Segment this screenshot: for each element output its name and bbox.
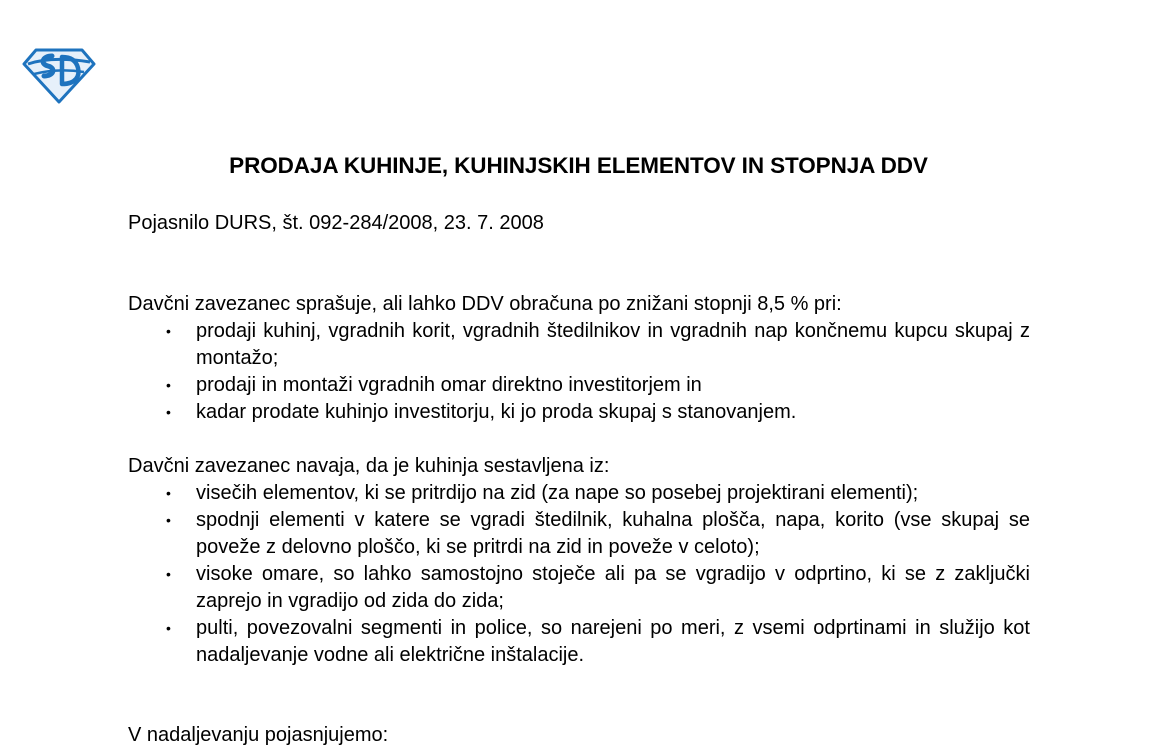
- bullet-icon: •: [166, 566, 171, 582]
- list-item: [128, 318, 1030, 372]
- bullet-icon: •: [166, 404, 171, 420]
- list-item: [128, 507, 1030, 561]
- composition-intro: Davčni zavezanec navaja, da je kuhinja sestavljena iz:: [128, 455, 610, 477]
- question-list: [128, 318, 1030, 426]
- list-item-text: spodnji elementi v katere se vgradi štedilnik, kuhalna plošča, napa, korito (vse skupaj se poveže z delovno ploščo, ki se pritrdi na zid in poveže v celoto);: [196, 509, 1030, 558]
- list-item-text: visoke omare, so lahko samostojno stoječe ali pa se vgradijo v odprtino, ki se z zaključki zaprejo in vgradijo od zida do zida;: [196, 563, 1030, 612]
- sd-logo-icon: [22, 48, 96, 104]
- bullet-icon: •: [166, 620, 171, 636]
- list-item-text: prodaji kuhinj, vgradnih korit, vgradnih štedilnikov in vgradnih nap končnemu kupcu skupaj z montažo;: [196, 320, 1030, 369]
- composition-section: [128, 453, 1030, 669]
- list-item-text: prodaji in montaži vgradnih omar direktno investitorjem in: [196, 374, 702, 396]
- list-item-text: pulti, povezovalni segmenti in police, so narejeni po meri, z vsemi odprtinami in služijo kot nadaljevanje vodne ali električne inštalacije.: [196, 617, 1030, 666]
- document-title: PRODAJA KUHINJE, KUHINJSKIH ELEMENTOV IN STOPNJA DDV: [229, 153, 928, 178]
- composition-list: [128, 480, 1030, 669]
- list-item-text: kadar prodate kuhinjo investitorju, ki jo proda skupaj s stanovanjem.: [196, 401, 797, 423]
- bullet-icon: •: [166, 323, 171, 339]
- question-intro: Davčni zavezanec sprašuje, ali lahko DDV obračuna po znižani stopnji 8,5 % pri:: [128, 293, 842, 315]
- document-subtitle: Pojasnilo DURS, št. 092-284/2008, 23. 7. 2008: [128, 212, 544, 234]
- list-item: [128, 561, 1030, 615]
- list-item: [128, 399, 1030, 426]
- question-section: [128, 291, 1030, 426]
- list-item: [128, 615, 1030, 669]
- list-item: [128, 480, 1030, 507]
- explanation-intro: V nadaljevanju pojasnjujemo:: [128, 724, 389, 746]
- bullet-icon: •: [166, 377, 171, 393]
- list-item-text: visečih elementov, ki se pritrdijo na zid (za nape so posebej projektirani elementi);: [196, 482, 919, 504]
- explanation-section: [128, 722, 1030, 749]
- bullet-icon: •: [166, 485, 171, 501]
- list-item: [128, 372, 1030, 399]
- bullet-icon: •: [166, 512, 171, 528]
